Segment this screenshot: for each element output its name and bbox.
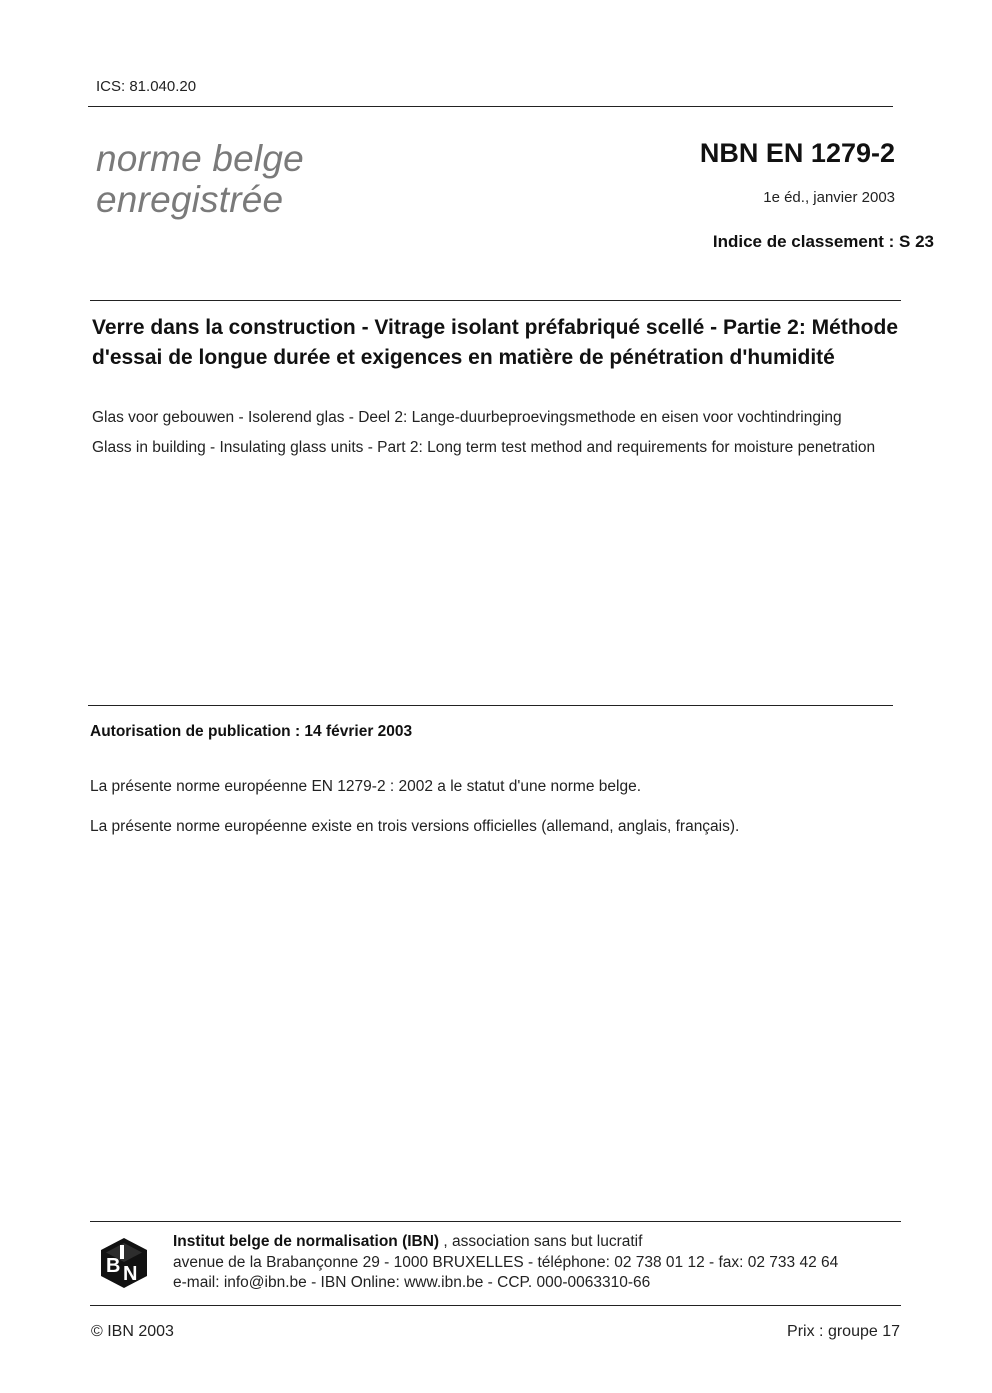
versions-paragraph: La présente norme européenne existe en trois versions officielles (allemand, anglais, français). <box>90 818 740 835</box>
brand-title <box>96 138 304 220</box>
title-french: Verre dans la construction - Vitrage isolant préfabriqué scellé - Partie 2: Méthode d'essai de longue durée et exigences en matière de pénétration d'humidité <box>92 316 899 369</box>
header-divider <box>88 106 893 107</box>
footer-contact: e-mail: info@ibn.be - IBN Online: www.ibn.be - CCP. 000-0063310-66 <box>173 1274 651 1291</box>
ibn-logo-icon <box>98 1236 150 1290</box>
status-paragraph: La présente norme européenne EN 1279-2 : 2002 a le statut d'une norme belge. <box>90 778 642 795</box>
svg-text:B: B <box>106 1255 121 1277</box>
footer-organization <box>173 1233 642 1251</box>
classification-index: Indice de classement : S 23 <box>712 232 934 251</box>
copyright: © IBN 2003 <box>91 1323 174 1340</box>
ics-code: ICS: 81.040.20 <box>96 78 197 95</box>
brand-line-2: enregistrée <box>96 179 284 220</box>
standard-number: NBN EN 1279-2 <box>699 138 895 168</box>
title-dutch: Glas voor gebouwen - Isolerend glas - Deel 2: Lange-duurbeproevingsmethode en eisen voor vochtindringing <box>92 409 842 426</box>
body-divider <box>88 705 893 706</box>
publication-authorization: Autorisation de publication : 14 février 2003 <box>90 723 413 740</box>
edition-date: 1e éd., janvier 2003 <box>763 189 895 206</box>
brand-line-1: norme belge <box>96 138 304 179</box>
price-group: Prix : groupe 17 <box>787 1323 900 1340</box>
title-english: Glass in building - Insulating glass units - Part 2: Long term test method and requirements for moisture penetration <box>92 439 876 456</box>
organization-type: , association sans but lucratif <box>439 1233 643 1250</box>
bottom-divider <box>90 1305 901 1306</box>
title-divider <box>90 300 901 301</box>
footer-divider <box>90 1221 901 1222</box>
svg-text:N: N <box>123 1263 138 1285</box>
footer-address: avenue de la Brabançonne 29 - 1000 BRUXELLES - téléphone: 02 738 01 12 - fax: 02 733 42 64 <box>173 1254 839 1271</box>
organization-name: Institut belge de normalisation (IBN) <box>173 1233 440 1250</box>
